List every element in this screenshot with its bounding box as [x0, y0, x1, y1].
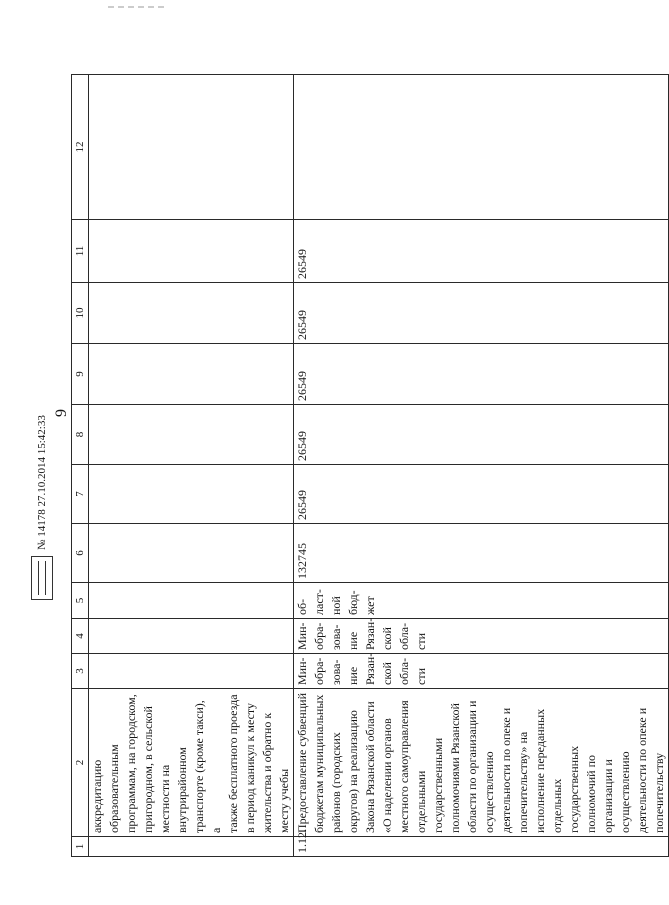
header-cell: 3 [72, 654, 89, 689]
row-number-cell [89, 837, 294, 857]
page-number: 9 [53, 409, 70, 417]
executor-cell: Мин- обра- зова- ние Рязан- ской обла- сти [294, 619, 669, 654]
table-row [89, 75, 294, 857]
year-value-cell [89, 405, 294, 465]
header-cell: 5 [72, 583, 89, 619]
total-cell [89, 524, 294, 583]
year-value-cell [89, 283, 294, 344]
table-row [294, 75, 669, 857]
year-value-cell [89, 465, 294, 524]
header-cell: 11 [72, 220, 89, 283]
header-cell: 8 [72, 405, 89, 465]
electronic-copy-stamp [31, 556, 53, 600]
header-cell: 7 [72, 465, 89, 524]
year-value-cell [89, 220, 294, 283]
year-value-cell: 26549 [294, 283, 669, 344]
header-cell: 6 [72, 524, 89, 583]
document-registration-id: № 14178 27.10.2014 15:42:33 [36, 415, 48, 550]
year-value-cell: 26549 [294, 405, 669, 465]
stamp-barcode-icon [38, 561, 46, 595]
header-cell: 9 [72, 344, 89, 405]
header-cell: 12 [72, 75, 89, 220]
document-footer [27, 360, 57, 600]
executor-cell [89, 619, 294, 654]
year-value-cell: 26549 [294, 344, 669, 405]
header-cell: 2 [72, 689, 89, 837]
total-cell: 132745 [294, 524, 669, 583]
description-cell: Предоставление субвенций бюджетам муниципальных районов (городских округов) на реализацию Закона Рязанской области «О наделении органов местного самоуправления отдельными государственными полномочиями Рязанской области по организации и осуществлению деятельности по опеке и попечительству» на исполнение переданных отдельных государственных полномочий по организации и осуществлению деятельности по опеке и попечительству [294, 689, 669, 837]
year-value-cell: 26549 [294, 220, 669, 283]
scan-artifact [108, 6, 168, 8]
administrator-cell [89, 654, 294, 689]
administrator-cell: Мин- обра- зова- ние Рязан- ской обла- сти [294, 654, 669, 689]
year-value-cell [89, 344, 294, 405]
header-cell: 10 [72, 283, 89, 344]
rotated-table-container [71, 75, 666, 857]
source-cell [89, 583, 294, 619]
notes-cell [294, 75, 669, 220]
header-cell: 1 [72, 837, 89, 857]
row-number-cell: 1.12. [294, 837, 669, 857]
year-value-cell: 26549 [294, 465, 669, 524]
source-cell: об- ласт- ной бюд- жет [294, 583, 669, 619]
budget-table [71, 74, 669, 857]
notes-cell [89, 75, 294, 220]
column-number-row [72, 75, 89, 857]
description-cell: аккредитацию образовательным программам, на городском, пригородном, в сельской местности на внутрирайонном транспорте (кроме такси), а также бесплатного проезда в период каникул к месту жительства и обратно к месту учебы [89, 689, 294, 837]
header-cell: 4 [72, 619, 89, 654]
